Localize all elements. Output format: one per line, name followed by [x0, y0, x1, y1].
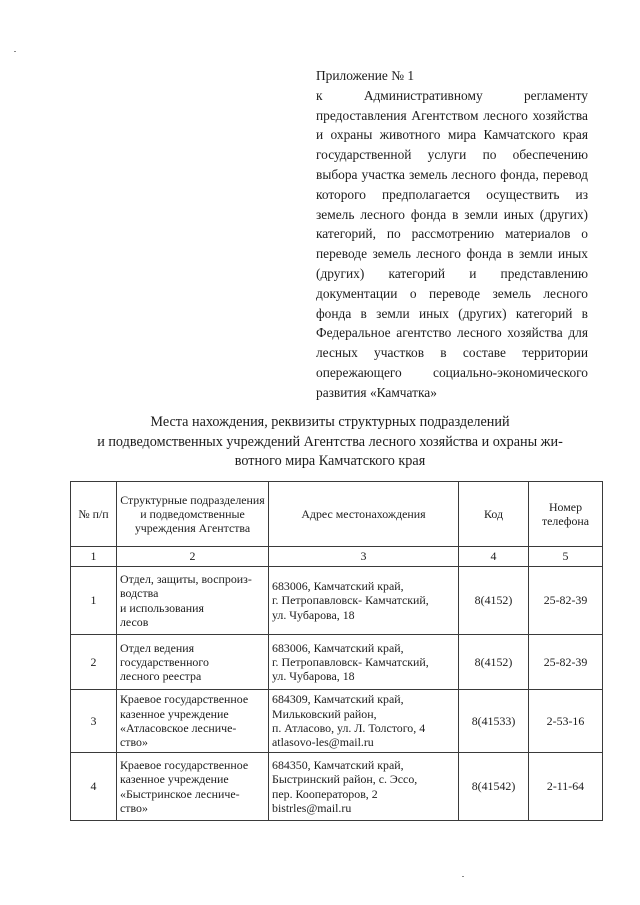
- row-unit: [117, 690, 269, 753]
- unit-line: лесов: [120, 614, 149, 629]
- unit-line: водства: [120, 586, 159, 601]
- row-unit: [117, 635, 269, 690]
- row-code: 8(41533): [459, 690, 529, 753]
- unit-line: ство»: [120, 800, 148, 815]
- unit-line: казенное учреждение: [120, 706, 229, 721]
- row-code: 8(4152): [459, 567, 529, 635]
- appendix-body: к Административному регламенту предоставления Агентством лесного хозяйства и охраны животного мира Камчатского края государственной услуги по обеспечению выбора участка земель лесного фонда, перевод которого предполагается осуществить из земель лесного фонда в земли иных (других) категорий, по рассмотрению материалов о переводе земель лесного фонда в земли иных (других) категорий и представлению документации о переводе земель лесного фонда в земли иных (других) категорий в Федеральное агентство лесного хозяйства для лесных участков в составе территории опережающего социально-экономического развития «Камчатка»: [316, 87, 588, 400]
- header-code: Код: [459, 482, 529, 547]
- address-line: 684309, Камчатский край,: [272, 692, 404, 707]
- unit-line: ство»: [120, 735, 148, 750]
- unit-line: казенное учреждение: [120, 772, 229, 787]
- unit-line: лесного реестра: [120, 669, 202, 684]
- heading-line: вотного мира Камчатского края: [234, 453, 426, 469]
- row-code: 8(41542): [459, 753, 529, 821]
- address-line: bistrles@mail.ru: [272, 800, 352, 815]
- row-number: 3: [71, 690, 117, 753]
- column-number: 4: [459, 547, 529, 567]
- departments-table: [70, 481, 603, 821]
- unit-line: государственного: [120, 654, 209, 669]
- row-phone: 25-82-39: [529, 635, 603, 690]
- address-line: ул. Чубарова, 18: [272, 607, 355, 622]
- row-number: 1: [71, 567, 117, 635]
- table-header-row: [71, 482, 603, 547]
- header-phone: Номер телефона: [529, 482, 603, 547]
- column-number: 1: [71, 547, 117, 567]
- unit-line: «Атласовское лесниче-: [120, 721, 237, 735]
- scan-speck: [14, 51, 16, 52]
- column-number: 3: [269, 547, 459, 567]
- appendix-block: [316, 66, 588, 403]
- address-line: 684350, Камчатский край,: [272, 757, 404, 772]
- column-number: 5: [529, 547, 603, 567]
- row-address: [269, 690, 459, 753]
- row-phone: 2-11-64: [529, 753, 603, 821]
- row-code: 8(4152): [459, 635, 529, 690]
- table-row: [71, 690, 603, 753]
- unit-line: и использования: [120, 600, 204, 615]
- unit-line: Отдел, защиты, воспроиз-: [120, 571, 252, 586]
- address-line: Быстринский район, с. Эссо,: [272, 772, 418, 787]
- row-address: [269, 753, 459, 821]
- row-address: [269, 635, 459, 690]
- address-line: г. Петропавловск- Камчатский,: [272, 593, 429, 608]
- unit-line: Краевое государственное: [120, 757, 249, 772]
- address-line: ул. Чубарова, 18: [272, 669, 355, 684]
- table-row: [71, 753, 603, 821]
- address-line: atlasovo-les@mail.ru: [272, 735, 374, 750]
- appendix-title: Приложение № 1: [316, 68, 415, 83]
- address-line: 683006, Камчатский край,: [272, 640, 404, 655]
- unit-line: Краевое государственное: [120, 692, 249, 707]
- unit-line: Отдел ведения: [120, 640, 195, 655]
- header-num: № п/п: [71, 482, 117, 547]
- header-unit: Структурные подразделения и подведомственные учреждения Агентства: [117, 482, 269, 547]
- document-heading: [90, 413, 570, 472]
- address-line: г. Петропавловск- Камчатский,: [272, 654, 429, 669]
- column-number: 2: [117, 547, 269, 567]
- heading-line: и подведомственных учреждений Агентства лесного хозяйства и охраны жи-: [97, 433, 563, 450]
- row-number: 4: [71, 753, 117, 821]
- unit-line: «Быстринское лесниче-: [120, 786, 240, 801]
- row-phone: 25-82-39: [529, 567, 603, 635]
- address-line: пер. Кооператоров, 2: [272, 786, 378, 801]
- table-row: [71, 635, 603, 690]
- heading-line: Места нахождения, реквизиты структурных подразделений: [150, 414, 510, 430]
- header-address: Адрес местонахождения: [269, 482, 459, 547]
- row-address: [269, 567, 459, 635]
- table-row: [71, 567, 603, 635]
- address-line: Мильковский район,: [272, 706, 377, 721]
- column-number-row: [71, 547, 603, 567]
- address-line: 683006, Камчатский край,: [272, 579, 404, 594]
- row-unit: [117, 753, 269, 821]
- row-number: 2: [71, 635, 117, 690]
- scan-speck: [462, 876, 464, 877]
- row-unit: [117, 567, 269, 635]
- address-line: п. Атласово, ул. Л. Толстого, 4: [272, 721, 426, 735]
- row-phone: 2-53-16: [529, 690, 603, 753]
